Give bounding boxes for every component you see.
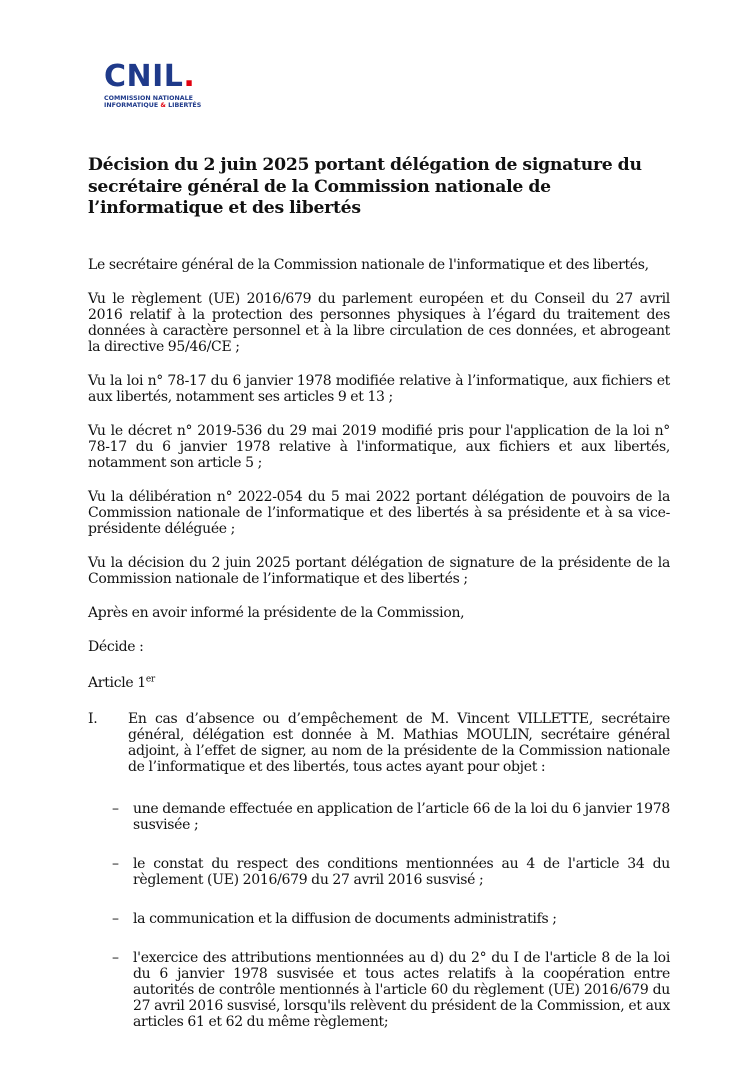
list-item (88, 911, 670, 927)
visa-loi: Vu la loi n° 78-17 du 6 janvier 1978 modifiée relative à l’informatique, aux fichiers et aux libertés, notamment ses articles 9 et 13 ; (88, 373, 670, 405)
visa-reglement: Vu le règlement (UE) 2016/679 du parlement européen et du Conseil du 27 avril 2016 relatif à la protection des personnes physiques à l’égard du traitement des données à caractère personnel et à la libre circulation de ces données, et abrogeant la directive 95/46/CE ; (88, 291, 670, 355)
logo-subtitle (104, 95, 214, 109)
list-item-text: le constat du respect des conditions mentionnées au 4 de l'article 34 du règlement (UE) 2016/679 du 27 avril 2016 susvisé ; (133, 856, 670, 888)
visa-decision: Vu la décision du 2 juin 2025 portant délégation de signature de la présidente de la Commission nationale de l’informatique et des libertés ; (88, 555, 670, 587)
delegation-list (88, 801, 670, 1030)
list-item-text: l'exercice des attributions mentionnées au d) du 2° du I de l'article 8 de la loi du 6 janvier 1978 susvisée et tous actes relatifs à la coopération entre autorités de contrôle mentionnés à l'article 60 du règlement (UE) 2016/679 du 27 avril 2016 susvisé, lorsqu'ils relèvent du président de la Commission, et aux articles 61 et 62 du même règlement; (133, 950, 670, 1030)
article-heading (88, 675, 670, 691)
visa-decret: Vu le décret n° 2019-536 du 29 mai 2019 modifié pris pour l'application de la loi n° 78-17 du 6 janvier 1978 relative à l'informatique, aux fichiers et aux libertés, notamment son article 5 ; (88, 423, 670, 471)
dash-bullet: – (112, 856, 119, 872)
dash-bullet: – (112, 911, 119, 927)
decide-heading: Décide : (88, 639, 144, 655)
dash-bullet: – (112, 950, 119, 966)
section-number: I. (88, 711, 98, 727)
logo-subtitle-line2 (104, 102, 214, 109)
preamble-information: Après en avoir informé la présidente de la Commission, (88, 605, 465, 621)
logo-subtitle-line1: COMMISSION NATIONALE (104, 95, 193, 102)
list-item (88, 856, 670, 888)
list-item (88, 950, 670, 1030)
visa-deliberation: Vu la délibération n° 2022-054 du 5 mai 2022 portant délégation de pouvoirs de la Commission nationale de l’informatique et des libertés à sa présidente et à sa vice-présidente déléguée ; (88, 489, 670, 537)
article-sup: er (145, 674, 155, 685)
dash-bullet: – (112, 801, 119, 817)
section-i (88, 711, 670, 775)
logo-dot: . (183, 59, 196, 94)
document-title: Décision du 2 juin 2025 portant délégation de signature du secrétaire général de la Commission nationale de l’informatique et des libertés (88, 155, 642, 218)
logo-wordmark (104, 59, 214, 94)
list-item-text: une demande effectuée en application de l’article 66 de la loi du 6 janvier 1978 susvisée ; (133, 801, 670, 833)
document-body (88, 257, 670, 1053)
logo-subtitle-informatique: INFORMATIQUE (104, 102, 159, 109)
logo-subtitle-amp: & (160, 102, 166, 109)
cnil-logo (104, 59, 214, 109)
section-text: En cas d’absence ou d’empêchement de M. Vincent VILLETTE, secrétaire général, délégation est donnée à M. Mathias MOULIN, secrétaire général adjoint, à l’effet de signer, au nom de la présidente de la Commission nationale de l’informatique et des libertés, tous actes ayant pour objet : (128, 711, 670, 775)
list-item-text: la communication et la diffusion de documents administratifs ; (133, 911, 557, 927)
preamble-author: Le secrétaire général de la Commission nationale de l'informatique et des libertés, (88, 257, 649, 273)
article-label: Article 1 (88, 675, 146, 691)
list-item (88, 801, 670, 833)
logo-mark-text: CNIL (104, 59, 184, 94)
logo-subtitle-libertes: LIBERTÉS (168, 102, 202, 109)
